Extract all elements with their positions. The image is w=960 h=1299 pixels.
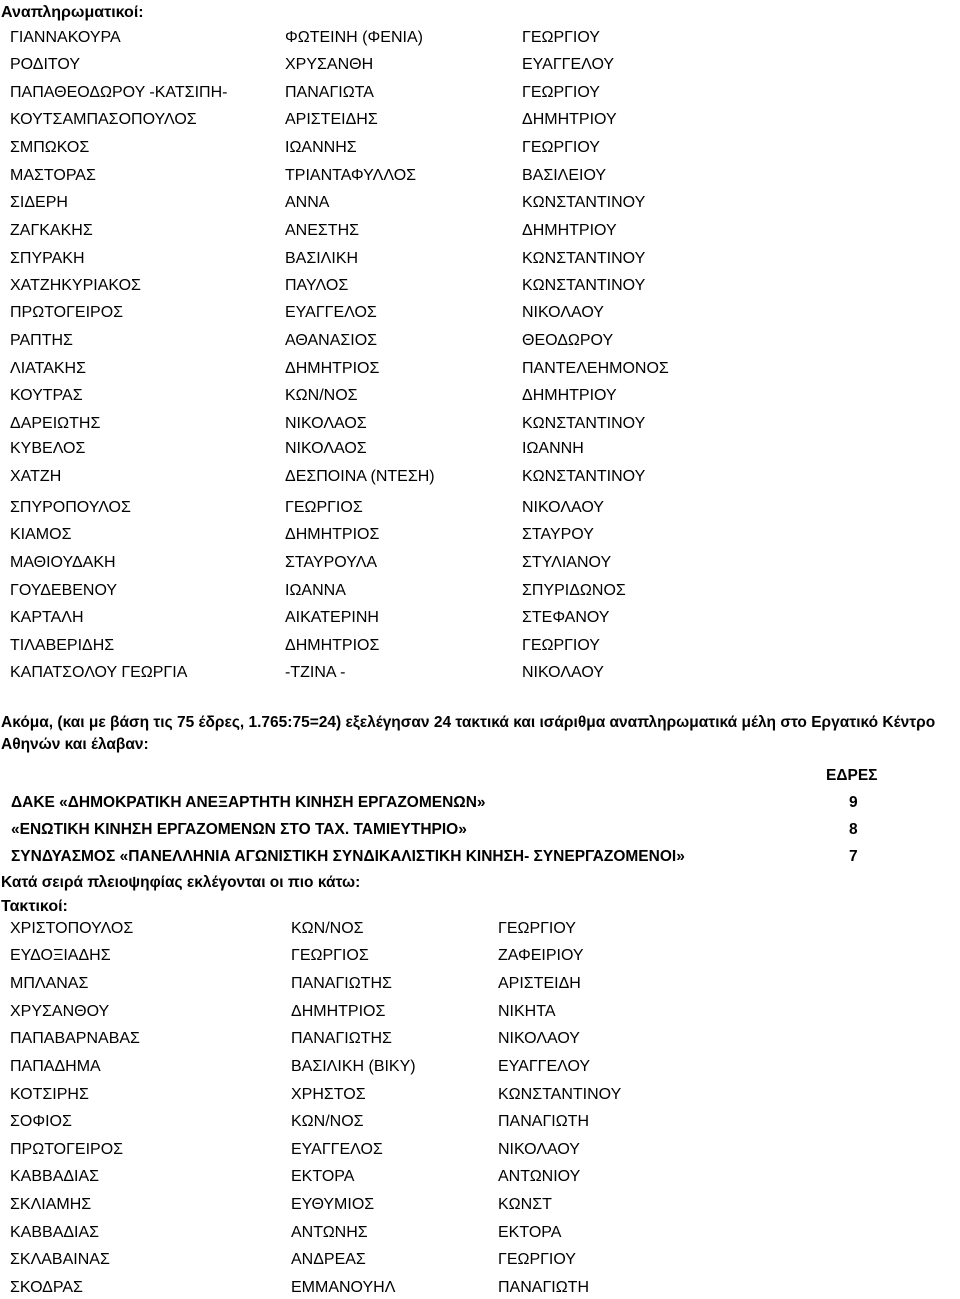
surname-cell: ΜΑΘΙΟΥΔΑΚΗ: [10, 554, 116, 571]
table-row: [0, 1139, 940, 1161]
table-row: [0, 165, 940, 187]
table-row: [0, 109, 940, 131]
first-name-cell: ΔΗΜΗΤΡΙΟΣ: [285, 637, 380, 654]
regulars-heading: Τακτικοί:: [1, 898, 68, 915]
table-row: [0, 580, 940, 602]
surname-cell: ΠΡΩΤΟΓΕΙΡΟΣ: [10, 1141, 124, 1158]
first-name-cell: ΣΤΑΥΡΟΥΛΑ: [285, 554, 378, 571]
first-name-cell: ΠΑΝΑΓΙΩΤΑ: [285, 84, 374, 101]
first-name-cell: ΕΥΘΥΜΙΟΣ: [291, 1196, 375, 1213]
father-name-cell: ΓΕΩΡΓΙΟΥ: [522, 139, 600, 156]
table-row: [0, 27, 940, 49]
table-row: [0, 1001, 940, 1023]
first-name-cell: ΑΡΙΣΤΕΙΔΗΣ: [285, 111, 378, 128]
first-name-cell: ΙΩΑΝΝΑ: [285, 582, 346, 599]
first-name-cell: ΠΑΥΛΟΣ: [285, 277, 349, 294]
father-name-cell: ΚΩΝΣΤΑΝΤΙΝΟΥ: [522, 468, 646, 485]
table-row: [0, 358, 940, 380]
first-name-cell: ΒΑΣΙΛΙΚΗ (ΒΙΚΥ): [291, 1058, 416, 1075]
father-name-cell: ΓΕΩΡΓΙΟΥ: [522, 637, 600, 654]
alternates-heading: Αναπληρωματικοί:: [1, 4, 144, 21]
surname-cell: ΠΑΠΑΔΗΜΑ: [10, 1058, 101, 1075]
table-row: [0, 1249, 940, 1271]
surname-cell: ΣΚΛΙΑΜΗΣ: [10, 1196, 92, 1213]
father-name-cell: ΚΩΝΣΤ: [498, 1196, 552, 1213]
father-name-cell: ΒΑΣΙΛΕΙΟΥ: [522, 167, 607, 184]
table-row: [0, 220, 940, 242]
father-name-cell: ΣΠΥΡΙΔΩΝΟΣ: [522, 582, 626, 599]
surname-cell: ΓΟΥΔΕΒΕΝΟΥ: [10, 582, 118, 599]
first-name-cell: ΔΗΜΗΤΡΙΟΣ: [291, 1003, 386, 1020]
surname-cell: ΚΙΑΜΟΣ: [10, 526, 72, 543]
father-name-cell: ΚΩΝΣΤΑΝΤΙΝΟΥ: [522, 194, 646, 211]
surname-cell: ΚΟΤΣΙΡΗΣ: [10, 1086, 89, 1103]
first-name-cell: ΧΡΗΣΤΟΣ: [291, 1086, 366, 1103]
surname-cell: ΚΑΡΤΑΛΗ: [10, 609, 84, 626]
father-name-cell: ΝΙΚΗΤΑ: [498, 1003, 556, 1020]
surname-cell: ΚΑΒΒΑΔΙΑΣ: [10, 1224, 100, 1241]
table-row: [0, 330, 940, 352]
table-row: [0, 438, 940, 460]
father-name-cell: ΔΗΜΗΤΡΙΟΥ: [522, 111, 617, 128]
father-name-cell: ΔΗΜΗΤΡΙΟΥ: [522, 222, 617, 239]
table-row: [0, 275, 940, 297]
surname-cell: ΠΑΠΑΒΑΡΝΑΒΑΣ: [10, 1030, 140, 1047]
surname-cell: ΣΠΥΡΑΚΗ: [10, 250, 85, 267]
surname-cell: ΚΑΒΒΑΔΙΑΣ: [10, 1168, 100, 1185]
first-name-cell: ΚΩΝ/ΝΟΣ: [285, 387, 358, 404]
table-row: [0, 945, 940, 967]
father-name-cell: ΝΙΚΟΛΑΟΥ: [522, 304, 604, 321]
table-row: [0, 1111, 940, 1133]
father-name-cell: ΠΑΝΑΓΙΩΤΗ: [498, 1113, 589, 1130]
father-name-cell: ΓΕΩΡΓΙΟΥ: [498, 1251, 576, 1268]
surname-cell: ΧΑΤΖΗ: [10, 468, 62, 485]
table-row: [0, 302, 940, 324]
first-name-cell: ΑΝΤΩΝΗΣ: [291, 1224, 368, 1241]
table-row: [0, 137, 940, 159]
party-seats: 7: [849, 848, 858, 865]
table-row: [0, 662, 940, 684]
father-name-cell: ΕΥΑΓΓΕΛΟΥ: [522, 56, 615, 73]
father-name-cell: ΕΥΑΓΓΕΛΟΥ: [498, 1058, 591, 1075]
father-name-cell: ΣΤΑΥΡΟΥ: [522, 526, 594, 543]
table-row: [0, 54, 940, 76]
surname-cell: ΡΟΔΙΤΟΥ: [10, 56, 80, 73]
surname-cell: ΠΡΩΤΟΓΕΙΡΟΣ: [10, 304, 124, 321]
surname-cell: ΣΠΥΡΟΠΟΥΛΟΣ: [10, 499, 131, 516]
first-name-cell: ΠΑΝΑΓΙΩΤΗΣ: [291, 975, 392, 992]
surname-cell: ΧΡΥΣΑΝΘΟΥ: [10, 1003, 110, 1020]
surname-cell: ΚΑΠΑΤΣΟΛΟΥ ΓΕΩΡΓΙΑ: [10, 664, 188, 681]
first-name-cell: ΚΩΝ/ΝΟΣ: [291, 1113, 364, 1130]
table-row: [0, 973, 940, 995]
surname-cell: ΓΙΑΝΝΑΚΟΥΡΑ: [10, 29, 121, 46]
first-name-cell: ΔΕΣΠΟΙΝΑ (ΝΤΕΣΗ): [285, 468, 435, 485]
father-name-cell: ΓΕΩΡΓΙΟΥ: [522, 29, 600, 46]
first-name-cell: ΑΝΔΡΕΑΣ: [291, 1251, 366, 1268]
first-name-cell: ΕΜΜΑΝΟΥΗΛ: [291, 1279, 396, 1296]
surname-cell: ΣΙΔΕΡΗ: [10, 194, 68, 211]
party-seats: 8: [849, 821, 858, 838]
first-name-cell: ΦΩΤΕΙΝΗ (ΦΕΝΙΑ): [285, 29, 423, 46]
first-name-cell: ΔΗΜΗΤΡΙΟΣ: [285, 526, 380, 543]
first-name-cell: ΕΥΑΓΓΕΛΟΣ: [291, 1141, 383, 1158]
first-name-cell: ΔΗΜΗΤΡΙΟΣ: [285, 360, 380, 377]
first-name-cell: ΓΕΩΡΓΙΟΣ: [285, 499, 363, 516]
first-name-cell: -ΤΖΙΝΑ -: [285, 664, 346, 681]
surname-cell: ΚΟΥΤΣΑΜΠΑΣΟΠΟΥΛΟΣ: [10, 111, 197, 128]
surname-cell: ΔΑΡΕΙΩΤΗΣ: [10, 415, 101, 432]
first-name-cell: ΝΙΚΟΛΑΟΣ: [285, 415, 367, 432]
surname-cell: ΡΑΠΤΗΣ: [10, 332, 73, 349]
father-name-cell: ΝΙΚΟΛΑΟΥ: [498, 1141, 580, 1158]
election-intro: Ακόμα, (και με βάση τις 75 έδρες, 1.765:75=24) εξελέγησαν 24 τακτικά και ισάριθμα αναπληρωματικά μέλη στο Εργατικό Κέντρο Αθηνών και έλαβαν:: [1, 714, 936, 753]
surname-cell: ΣΚΟΔΡΑΣ: [10, 1279, 83, 1296]
table-row: [0, 1084, 940, 1106]
father-name-cell: ΑΡΙΣΤΕΙΔΗ: [498, 975, 581, 992]
surname-cell: ΛΙΑΤΑΚΗΣ: [10, 360, 86, 377]
table-row: [0, 1222, 940, 1244]
father-name-cell: ΕΚΤΟΡΑ: [498, 1224, 562, 1241]
first-name-cell: ΓΕΩΡΓΙΟΣ: [291, 947, 369, 964]
first-name-cell: ΝΙΚΟΛΑΟΣ: [285, 440, 367, 457]
table-row: [0, 524, 940, 546]
table-row: [0, 1028, 940, 1050]
table-row: [0, 385, 940, 407]
first-name-cell: ΕΥΑΓΓΕΛΟΣ: [285, 304, 377, 321]
surname-cell: ΚΟΥΤΡΑΣ: [10, 387, 83, 404]
table-row: [0, 1056, 940, 1078]
surname-cell: ΚΥΒΕΛΟΣ: [10, 440, 86, 457]
surname-cell: ΜΑΣΤΟΡΑΣ: [10, 167, 96, 184]
table-row: [0, 1194, 940, 1216]
father-name-cell: ΣΤΥΛΙΑΝΟΥ: [522, 554, 612, 571]
father-name-cell: ΙΩΑΝΝΗ: [522, 440, 584, 457]
party-name: ΔΑΚΕ «ΔΗΜΟΚΡΑΤΙΚΗ ΑΝΕΞΑΡΤΗΤΗ ΚΙΝΗΣΗ ΕΡΓΑΖΟΜΕΝΩΝ»: [11, 794, 486, 811]
first-name-cell: ΕΚΤΟΡΑ: [291, 1168, 355, 1185]
surname-cell: ΕΥΔΟΞΙΑΔΗΣ: [10, 947, 111, 964]
father-name-cell: ΔΗΜΗΤΡΙΟΥ: [522, 387, 617, 404]
father-name-cell: ΝΙΚΟΛΑΟΥ: [522, 664, 604, 681]
table-row: [0, 82, 940, 104]
first-name-cell: ΑΘΑΝΑΣΙΟΣ: [285, 332, 378, 349]
first-name-cell: ΒΑΣΙΛΙΚΗ: [285, 250, 359, 267]
surname-cell: ΣΚΛΑΒΑΙΝΑΣ: [10, 1251, 110, 1268]
table-row: [0, 466, 940, 488]
table-row: [0, 1166, 940, 1188]
surname-cell: ΣΜΠΩΚΟΣ: [10, 139, 90, 156]
first-name-cell: ΧΡΥΣΑΝΘΗ: [285, 56, 374, 73]
surname-cell: ΣΟΦΙΟΣ: [10, 1113, 72, 1130]
table-row: [0, 635, 940, 657]
table-row: [0, 248, 940, 270]
father-name-cell: ΚΩΝΣΤΑΝΤΙΝΟΥ: [522, 277, 646, 294]
father-name-cell: ΑΝΤΩΝΙΟΥ: [498, 1168, 581, 1185]
father-name-cell: ΚΩΝΣΤΑΝΤΙΝΟΥ: [522, 250, 646, 267]
first-name-cell: ΠΑΝΑΓΙΩΤΗΣ: [291, 1030, 392, 1047]
surname-cell: ΧΡΙΣΤΟΠΟΥΛΟΣ: [10, 920, 134, 937]
first-name-cell: ΑΙΚΑΤΕΡΙΝΗ: [285, 609, 379, 626]
first-name-cell: ΤΡΙΑΝΤΑΦΥΛΛΟΣ: [285, 167, 417, 184]
father-name-cell: ΓΕΩΡΓΙΟΥ: [498, 920, 576, 937]
seats-header: ΕΔΡΕΣ: [826, 767, 878, 784]
father-name-cell: ΠΑΝΤΕΛΕΗΜΟΝΟΣ: [522, 360, 669, 377]
party-name: «ΕΝΩΤΙΚΗ ΚΙΝΗΣΗ ΕΡΓΑΖΟΜΕΝΩΝ ΣΤΟ ΤΑΧ. ΤΑΜΙΕΥΤΗΡΙΟ»: [11, 821, 467, 838]
father-name-cell: ΣΤΕΦΑΝΟΥ: [522, 609, 610, 626]
father-name-cell: ΠΑΝΑΓΙΩΤΗ: [498, 1279, 589, 1296]
surname-cell: ΜΠΛΑΝΑΣ: [10, 975, 89, 992]
first-name-cell: ΚΩΝ/ΝΟΣ: [291, 920, 364, 937]
table-row: [0, 497, 940, 519]
first-name-cell: ΙΩΑΝΝΗΣ: [285, 139, 357, 156]
father-name-cell: ΘΕΟΔΩΡΟΥ: [522, 332, 614, 349]
surname-cell: ΤΙΛΑΒΕΡΙΔΗΣ: [10, 637, 115, 654]
party-seats: 9: [849, 794, 858, 811]
table-row: [0, 1277, 940, 1299]
father-name-cell: ΝΙΚΟΛΑΟΥ: [522, 499, 604, 516]
table-row: [0, 413, 940, 435]
father-name-cell: ΓΕΩΡΓΙΟΥ: [522, 84, 600, 101]
table-row: [0, 192, 940, 214]
father-name-cell: ΖΑΦΕΙΡΙΟΥ: [498, 947, 584, 964]
father-name-cell: ΚΩΝΣΤΑΝΤΙΝΟΥ: [498, 1086, 622, 1103]
party-name: ΣΥΝΔΥΑΣΜΟΣ «ΠΑΝΕΛΛΗΝΙΑ ΑΓΩΝΙΣΤΙΚΗ ΣΥΝΔΙΚΑΛΙΣΤΙΚΗ ΚΙΝΗΣΗ- ΣΥΝΕΡΓΑΖΟΜΕΝΟΙ»: [11, 848, 685, 865]
table-row: [0, 918, 940, 940]
table-row: [0, 552, 940, 574]
surname-cell: ΖΑΓΚΑΚΗΣ: [10, 222, 93, 239]
father-name-cell: ΚΩΝΣΤΑΝΤΙΝΟΥ: [522, 415, 646, 432]
father-name-cell: ΝΙΚΟΛΑΟΥ: [498, 1030, 580, 1047]
order-line: Κατά σειρά πλειοψηφίας εκλέγονται οι πιο κάτω:: [1, 874, 361, 891]
first-name-cell: ΑΝΕΣΤΗΣ: [285, 222, 360, 239]
surname-cell: ΠΑΠΑΘΕΟΔΩΡΟΥ -ΚΑΤΣΙΠΗ-: [10, 84, 228, 101]
surname-cell: ΧΑΤΖΗΚΥΡΙΑΚΟΣ: [10, 277, 141, 294]
first-name-cell: ΑΝΝΑ: [285, 194, 330, 211]
table-row: [0, 607, 940, 629]
